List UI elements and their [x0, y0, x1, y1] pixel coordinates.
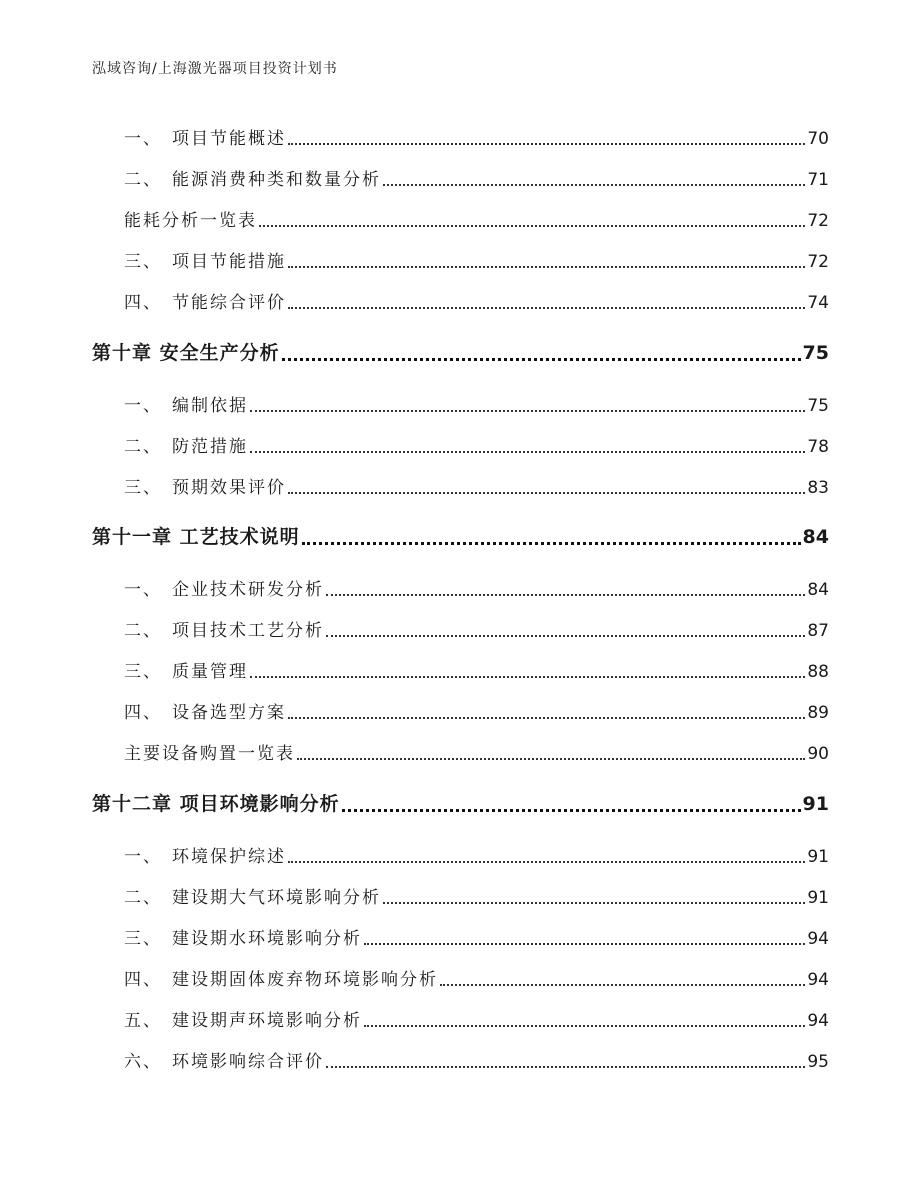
toc-entry-number: 三、 — [124, 662, 162, 682]
toc-entry-number: 二、 — [124, 437, 162, 457]
toc-chapter-entry[interactable] — [92, 338, 829, 365]
toc-leader-dots — [250, 451, 805, 453]
toc-entry-number: 三、 — [124, 929, 162, 949]
toc-leader-dots — [282, 358, 801, 361]
toc-entry-title: 项目技术工艺分析 — [172, 621, 324, 641]
toc-chapter-title: 第十二章 项目环境影响分析 — [92, 793, 340, 815]
toc-leader-dots — [342, 809, 801, 812]
toc-entry-title: 项目节能概述 — [172, 129, 286, 149]
toc-leader-dots — [383, 902, 805, 904]
toc-entry[interactable] — [124, 616, 829, 641]
toc-entry-title: 企业技术研发分析 — [172, 580, 324, 600]
toc-leader-dots — [288, 307, 805, 309]
toc-entry-number: 一、 — [124, 580, 162, 600]
toc-leader-dots — [326, 635, 805, 637]
toc-entry-number: 一、 — [124, 129, 162, 149]
toc-leader-dots — [383, 184, 805, 186]
toc-entry[interactable] — [124, 924, 829, 949]
toc-entry-page: 89 — [807, 703, 829, 723]
toc-entry-page: 84 — [807, 580, 829, 600]
toc-entry-page: 72 — [807, 211, 829, 231]
toc-entry-page: 91 — [807, 888, 829, 908]
toc-entry-page: 87 — [807, 621, 829, 641]
toc-entry-title: 节能综合评价 — [172, 293, 286, 313]
toc-entry-number: 一、 — [124, 847, 162, 867]
toc-entry-title: 编制依据 — [172, 396, 248, 416]
toc-entry-number: 二、 — [124, 621, 162, 641]
toc-leader-dots — [250, 410, 805, 412]
toc-entry[interactable] — [124, 842, 829, 867]
toc-leader-dots — [440, 984, 805, 986]
toc-entry-number: 三、 — [124, 478, 162, 498]
toc-chapter-page: 75 — [802, 342, 829, 364]
toc-entry-number: 四、 — [124, 970, 162, 990]
toc-entry-title: 能耗分析一览表 — [124, 211, 257, 231]
toc-entry-title: 环境影响综合评价 — [172, 1052, 324, 1072]
toc-leader-dots — [326, 1066, 805, 1068]
toc-entry[interactable] — [124, 165, 829, 190]
toc-entry[interactable] — [124, 739, 829, 764]
toc-entry-title: 主要设备购置一览表 — [124, 744, 295, 764]
toc-entry-number: 五、 — [124, 1011, 162, 1031]
toc-entry[interactable] — [124, 883, 829, 908]
toc-entry[interactable] — [124, 124, 829, 149]
toc-leader-dots — [288, 492, 805, 494]
toc-entry-title: 设备选型方案 — [172, 703, 286, 723]
toc-entry-page: 95 — [807, 1052, 829, 1072]
toc-entry-page: 72 — [807, 252, 829, 272]
toc-entry-title: 建设期大气环境影响分析 — [172, 888, 381, 908]
toc-leader-dots — [288, 143, 805, 145]
toc-entry-title: 环境保护综述 — [172, 847, 286, 867]
toc-entry-page: 70 — [807, 129, 829, 149]
toc-entry[interactable] — [124, 657, 829, 682]
toc-entry[interactable] — [124, 206, 829, 231]
toc-entry-title: 建设期声环境影响分析 — [172, 1011, 362, 1031]
toc-entry-page: 91 — [807, 847, 829, 867]
toc-entry-page: 78 — [807, 437, 829, 457]
toc-entry[interactable] — [124, 432, 829, 457]
toc-entry[interactable] — [124, 473, 829, 498]
toc-entry-number: 二、 — [124, 170, 162, 190]
toc-entry-title: 质量管理 — [172, 662, 248, 682]
toc-leader-dots — [326, 594, 805, 596]
toc-chapter-title: 第十章 安全生产分析 — [92, 342, 280, 364]
toc-entry-title: 建设期水环境影响分析 — [172, 929, 362, 949]
toc-leader-dots — [288, 861, 805, 863]
toc-entry-title: 项目节能措施 — [172, 252, 286, 272]
toc-entry-page: 71 — [807, 170, 829, 190]
toc-leader-dots — [364, 943, 805, 945]
toc-chapter-page: 91 — [802, 793, 829, 815]
toc-leader-dots — [364, 1025, 805, 1027]
toc-entry-page: 75 — [807, 396, 829, 416]
toc-entry[interactable] — [124, 575, 829, 600]
toc-entry-number: 二、 — [124, 888, 162, 908]
toc-entry-page: 94 — [807, 1011, 829, 1031]
toc-entry[interactable] — [124, 698, 829, 723]
toc-chapter-page: 84 — [802, 526, 829, 548]
toc-entry-number: 四、 — [124, 293, 162, 313]
toc-entry[interactable] — [124, 247, 829, 272]
toc-entry[interactable] — [124, 1006, 829, 1031]
toc-leader-dots — [288, 717, 805, 719]
toc-entry[interactable] — [124, 965, 829, 990]
toc-entry-title: 防范措施 — [172, 437, 248, 457]
toc-leader-dots — [250, 676, 805, 678]
toc-entry-page: 90 — [807, 744, 829, 764]
toc-entry[interactable] — [124, 391, 829, 416]
toc-entry-title: 预期效果评价 — [172, 478, 286, 498]
toc-leader-dots — [259, 225, 805, 227]
toc-leader-dots — [302, 542, 801, 545]
page-header: 泓域咨询/上海激光器项目投资计划书 — [92, 61, 338, 77]
toc-chapter-title: 第十一章 工艺技术说明 — [92, 526, 300, 548]
toc-entry-number: 一、 — [124, 396, 162, 416]
toc-entry[interactable] — [124, 288, 829, 313]
toc-entry-number: 四、 — [124, 703, 162, 723]
toc-entry-page: 94 — [807, 970, 829, 990]
toc-entry-page: 74 — [807, 293, 829, 313]
toc-entry[interactable] — [124, 1047, 829, 1072]
toc-entry-title: 能源消费种类和数量分析 — [172, 170, 381, 190]
toc-entry-number: 三、 — [124, 252, 162, 272]
toc-entry-page: 88 — [807, 662, 829, 682]
toc-leader-dots — [288, 266, 805, 268]
toc-entry-number: 六、 — [124, 1052, 162, 1072]
toc-chapter-entry[interactable] — [92, 522, 829, 549]
toc-entry-page: 83 — [807, 478, 829, 498]
toc-entry-page: 94 — [807, 929, 829, 949]
toc-chapter-entry[interactable] — [92, 789, 829, 816]
toc-leader-dots — [297, 758, 805, 760]
toc-entry-title: 建设期固体废弃物环境影响分析 — [172, 970, 438, 990]
